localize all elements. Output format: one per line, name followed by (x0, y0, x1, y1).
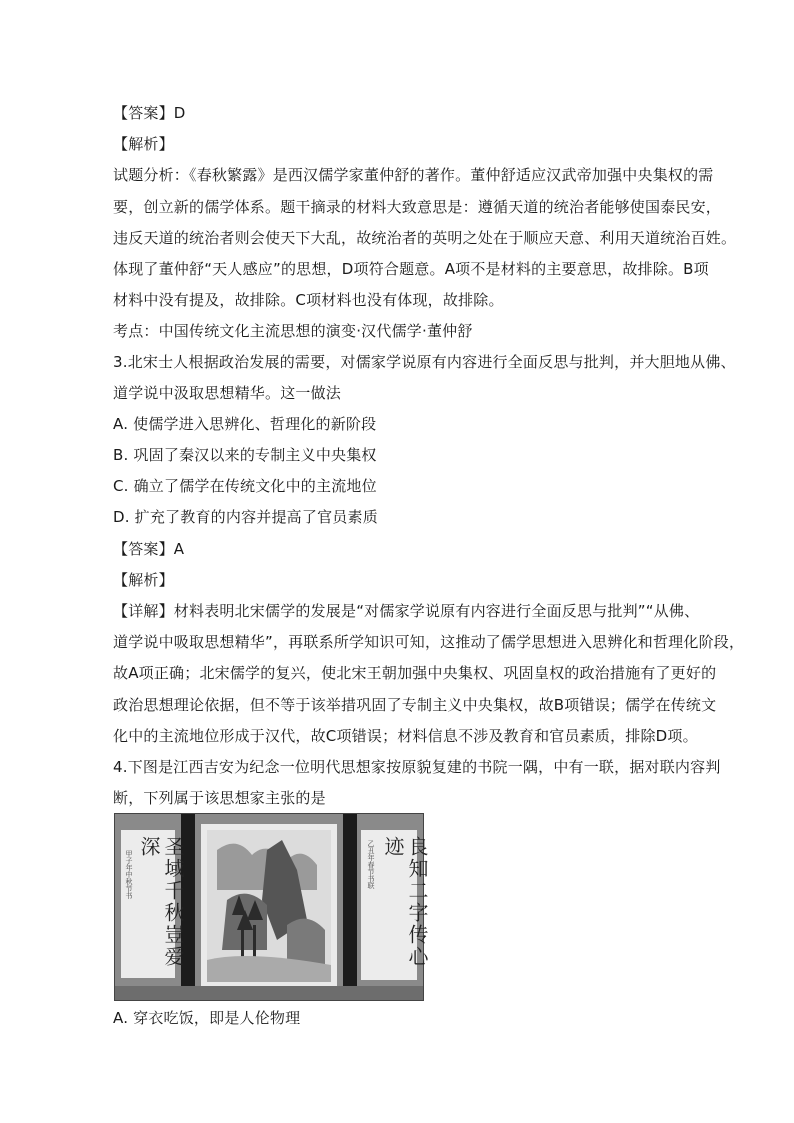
landscape-painting (201, 824, 337, 988)
analysis-text-line: 体现了董仲舒“天人感应”的思想，D项符合题意。A项不是材料的主要意思，故排除。B项 (113, 260, 709, 278)
kaodian-line: 考点：中国传统文化主流思想的演变·汉代儒学·董仲舒 (113, 322, 473, 340)
detail-text-line: 政治思想理论依据，但不等于该举措巩固了专制主义中央集权，故B项错误；儒学在传统文 (113, 696, 717, 714)
left-couplet-scroll (121, 830, 185, 978)
question-3-option-c: C. 确立了儒学在传统文化中的主流地位 (113, 477, 377, 495)
landscape-icon (207, 830, 331, 982)
question-4-stem: 4.下图是江西吉安为纪念一位明代思想家按原貌复建的书院一隅，中有一联，据对联内容判 (113, 758, 721, 776)
analysis-text-line: 要，创立新的儒学体系。题干摘录的材料大致意思是：遵循天道的统治者能够使国泰民安， (113, 198, 722, 216)
analysis-text-line: 试题分析：《春秋繁露》是西汉儒学家董仲舒的著作。董仲舒适应汉武帝加强中央集权的需 (113, 166, 714, 184)
wooden-pillar (343, 814, 357, 1000)
left-couplet-text: 圣域千秋豈爱深 (137, 836, 185, 968)
right-couplet-scroll (361, 830, 429, 980)
detail-text-line: 故A项正确；北宋儒学的复兴，使北宋王朝加强中央集权、巩固皇权的政治措施有了更好的 (113, 664, 717, 682)
analysis-label: 【解析】 (113, 135, 174, 153)
right-couplet-text: 良知二字传心迹 (381, 836, 429, 968)
detail-text-line: 化中的主流地位形成于汉代，故C项错误；材料信息不涉及教育和官员素质，排除D项。 (113, 727, 698, 745)
question-3-option-b: B. 巩固了秦汉以来的专制主义中央集权 (113, 446, 377, 464)
question-3-stem: 道学说中汲取思想精华。这一做法 (113, 384, 342, 402)
right-couplet-note: 乙丑年春节书联 (367, 840, 375, 889)
analysis-text-line: 材料中没有提及，故排除。C项材料也没有体现，故排除。 (113, 291, 504, 309)
question-3-option-a: A. 使儒学进入思辨化、哲理化的新阶段 (113, 415, 377, 433)
analysis-text-line: 违反天道的统治者则会使天下大乱，故统治者的英明之处在于顺应天意、利用天道统治百姓。 (113, 229, 737, 247)
detail-text-line: 道学说中吸取思想精华”，再联系所学知识可知，这推动了儒学思想进入思辨化和哲理化阶段， (113, 633, 745, 651)
question-3-stem: 3.北宋士人根据政治发展的需要，对儒家学说原有内容进行全面反思与批判，并大胆地从佛、 (113, 353, 736, 371)
academy-couplet-photo (114, 813, 429, 1001)
analysis-label: 【解析】 (113, 571, 174, 589)
answer-label: 【答案】D (113, 104, 186, 122)
left-couplet-note: 甲子年中秋节书 (125, 850, 133, 899)
question-4-option-a: A. 穿衣吃饭，即是人伦物理 (113, 1009, 301, 1027)
question-3-option-d: D. 扩充了教育的内容并提高了官员素质 (113, 508, 378, 526)
answer-label: 【答案】A (113, 540, 185, 558)
detail-text-line: 【详解】材料表明北宋儒学的发展是“对儒家学说原有内容进行全面反思与批判”“从佛、 (113, 602, 700, 620)
floor (115, 986, 423, 1000)
question-4-stem: 断，下列属于该思想家主张的是 (113, 789, 326, 807)
